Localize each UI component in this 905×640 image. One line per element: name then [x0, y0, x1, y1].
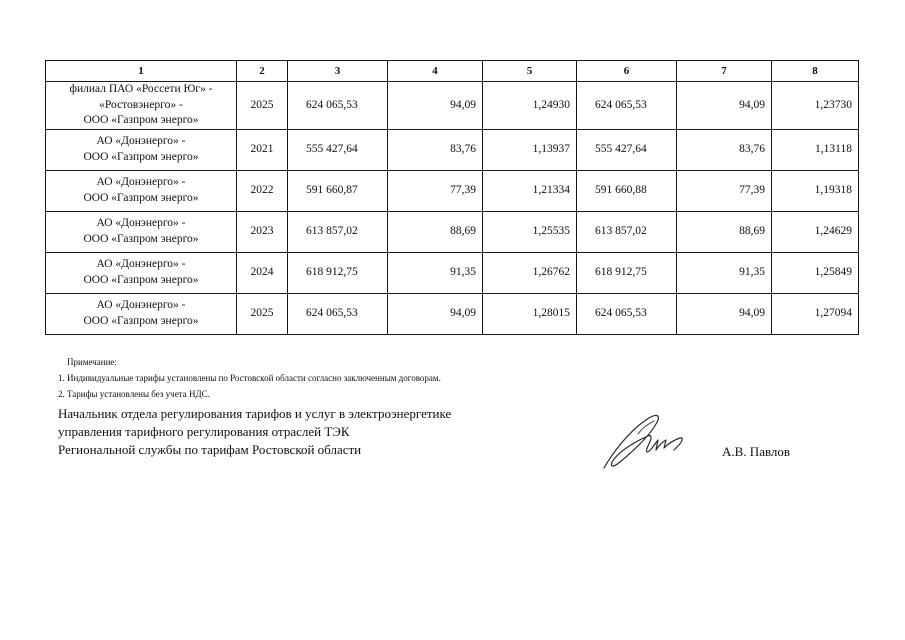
- value-cell-5: 1,24930: [483, 82, 577, 130]
- position-line: Начальник отдела регулирования тарифов и услуг в электроэнергетике: [58, 406, 452, 421]
- value-cell-8: 1,23730: [772, 82, 859, 130]
- value-cell-7: 91,35: [677, 252, 772, 293]
- value-cell-3: 624 065,53: [288, 82, 388, 130]
- year-cell: 2024: [237, 252, 288, 293]
- supplier-pair-cell: АО «Донэнерго» - ООО «Газпром энерго»: [46, 211, 237, 252]
- value-cell-5: 1,25535: [483, 211, 577, 252]
- column-number-6: 6: [577, 61, 677, 82]
- value-cell-5: 1,13937: [483, 129, 577, 170]
- position-line: управления тарифного регулирования отраслей ТЭК: [58, 424, 350, 439]
- handwritten-signature-icon: [598, 408, 694, 474]
- value-cell-5: 1,28015: [483, 293, 577, 334]
- note-item: 1. Индивидуальные тарифы установлены по Ростовской области согласно заключенным договорам.: [58, 373, 441, 383]
- value-cell-4: 88,69: [388, 211, 483, 252]
- signatory-name: А.В. Павлов: [722, 444, 791, 459]
- value-cell-4: 94,09: [388, 82, 483, 130]
- value-cell-3: 613 857,02: [288, 211, 388, 252]
- supplier-pair-cell: АО «Донэнерго» - ООО «Газпром энерго»: [46, 129, 237, 170]
- value-cell-6: 624 065,53: [577, 293, 677, 334]
- value-cell-6: 618 912,75: [577, 252, 677, 293]
- value-cell-6: 613 857,02: [577, 211, 677, 252]
- value-cell-7: 88,69: [677, 211, 772, 252]
- note-item: 2. Тарифы установлены без учета НДС.: [58, 389, 210, 399]
- value-cell-3: 618 912,75: [288, 252, 388, 293]
- value-cell-6: 624 065,53: [577, 82, 677, 130]
- table-row: [46, 252, 859, 293]
- supplier-pair-cell: АО «Донэнерго» - ООО «Газпром энерго»: [46, 293, 237, 334]
- value-cell-7: 83,76: [677, 129, 772, 170]
- value-cell-6: 591 660,88: [577, 170, 677, 211]
- position-line: Региональной службы по тарифам Ростовской области: [58, 442, 362, 457]
- value-cell-6: 555 427,64: [577, 129, 677, 170]
- year-cell: 2021: [237, 129, 288, 170]
- value-cell-8: 1,25849: [772, 252, 859, 293]
- value-cell-5: 1,21334: [483, 170, 577, 211]
- year-cell: 2022: [237, 170, 288, 211]
- year-cell: 2025: [237, 293, 288, 334]
- value-cell-8: 1,24629: [772, 211, 859, 252]
- supplier-pair-cell: АО «Донэнерго» - ООО «Газпром энерго»: [46, 170, 237, 211]
- column-number-row: [46, 61, 859, 82]
- supplier-pair-cell: АО «Донэнерго» - ООО «Газпром энерго»: [46, 252, 237, 293]
- value-cell-3: 624 065,53: [288, 293, 388, 334]
- value-cell-4: 94,09: [388, 293, 483, 334]
- value-cell-4: 83,76: [388, 129, 483, 170]
- table-row: [46, 82, 859, 130]
- value-cell-4: 77,39: [388, 170, 483, 211]
- column-number-1: 1: [46, 61, 237, 82]
- notes-title: Примечание:: [67, 357, 117, 367]
- value-cell-3: 591 660,87: [288, 170, 388, 211]
- signatory-position: [58, 405, 451, 459]
- value-cell-5: 1,26762: [483, 252, 577, 293]
- column-number-8: 8: [772, 61, 859, 82]
- supplier-pair-cell: филиал ПАО «Россети Юг» - «Ростовэнерго» - ООО «Газпром энерго»: [46, 82, 237, 130]
- column-number-7: 7: [677, 61, 772, 82]
- notes-block: [58, 354, 441, 402]
- column-number-2: 2: [237, 61, 288, 82]
- year-cell: 2025: [237, 82, 288, 130]
- value-cell-8: 1,13118: [772, 129, 859, 170]
- table-row: [46, 170, 859, 211]
- column-number-4: 4: [388, 61, 483, 82]
- table-row: [46, 211, 859, 252]
- value-cell-7: 77,39: [677, 170, 772, 211]
- column-number-5: 5: [483, 61, 577, 82]
- value-cell-3: 555 427,64: [288, 129, 388, 170]
- value-cell-8: 1,27094: [772, 293, 859, 334]
- value-cell-8: 1,19318: [772, 170, 859, 211]
- table-row: [46, 129, 859, 170]
- column-number-3: 3: [288, 61, 388, 82]
- year-cell: 2023: [237, 211, 288, 252]
- value-cell-7: 94,09: [677, 82, 772, 130]
- value-cell-4: 91,35: [388, 252, 483, 293]
- table-row: [46, 293, 859, 334]
- tariff-table: [45, 60, 859, 335]
- value-cell-7: 94,09: [677, 293, 772, 334]
